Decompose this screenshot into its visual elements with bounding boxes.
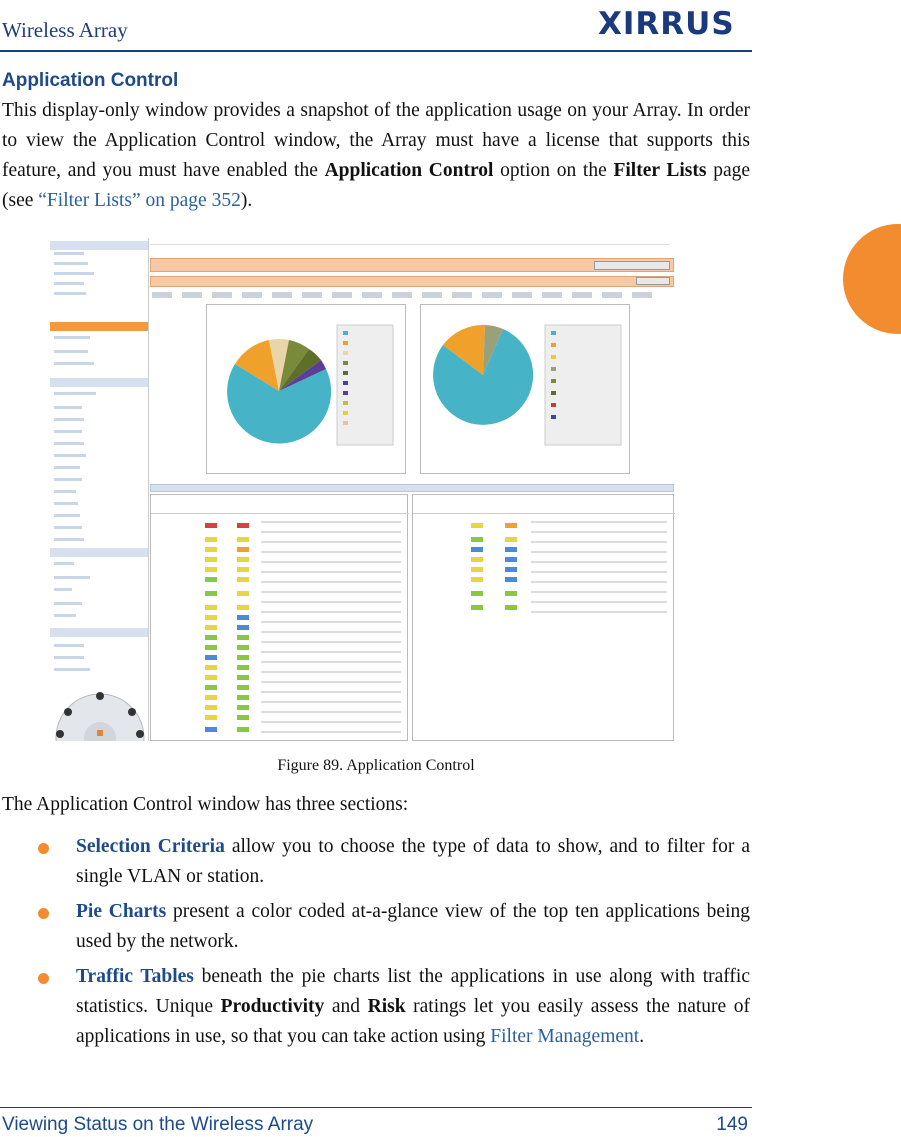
screenshot-sidebar <box>50 238 149 741</box>
pie-right-panel <box>420 304 630 474</box>
bullet-selection-criteria: Selection Criteria allow you to choose the type of data to show, and to filter for a single VLAN or station. <box>76 836 750 887</box>
application-control-screenshot <box>50 238 676 741</box>
section-title: Application Control <box>2 70 179 91</box>
page-number: 149 <box>716 1114 748 1135</box>
list-intro: The Application Control window has three sections: <box>2 794 409 815</box>
xirrus-logo: XIRRUS <box>598 6 735 42</box>
bullet-pie-charts: Pie Charts present a color coded at-a-glance view of the top ten applications being used by the network. <box>76 901 750 952</box>
bullet-dot <box>38 843 49 854</box>
traffic-table-application <box>150 494 408 741</box>
footer-section-title: Viewing Status on the Wireless Array <box>2 1114 314 1135</box>
chapter-tab-marker <box>843 224 901 334</box>
header-rule <box>0 50 752 52</box>
bullet-traffic-tables: Traffic Tables beneath the pie charts list the applications in use along with traffic statistics. Unique Productivity and Risk ratings let you easily assess the nature of applications in use, so that you can take action using Filter Management. <box>76 966 751 1047</box>
intro-paragraph: This display-only window provides a snapshot of the application usage on your Array. In order to view the Application Control window, the Array must have a license that supports this feature, and you must have enabled the Application Control option on the Filter Lists page (see “Filter Lists” on page 352). <box>2 100 751 211</box>
figure-caption: Figure 89. Application Control <box>277 757 475 774</box>
traffic-table-category <box>412 494 674 741</box>
navigation-dial-graphic <box>52 682 148 741</box>
pie-left-panel <box>206 304 406 474</box>
screenshot-main <box>150 238 676 741</box>
footer-rule <box>0 1107 752 1108</box>
pie-chart-application <box>207 305 405 473</box>
bullet-dot <box>38 908 49 919</box>
filter-management-link[interactable]: Filter Management <box>490 1026 640 1047</box>
filter-lists-link[interactable]: “Filter Lists” on page 352 <box>38 190 241 211</box>
pie-chart-category <box>421 305 629 473</box>
bullet-dot <box>38 973 49 984</box>
running-header-title: Wireless Array <box>2 18 128 42</box>
